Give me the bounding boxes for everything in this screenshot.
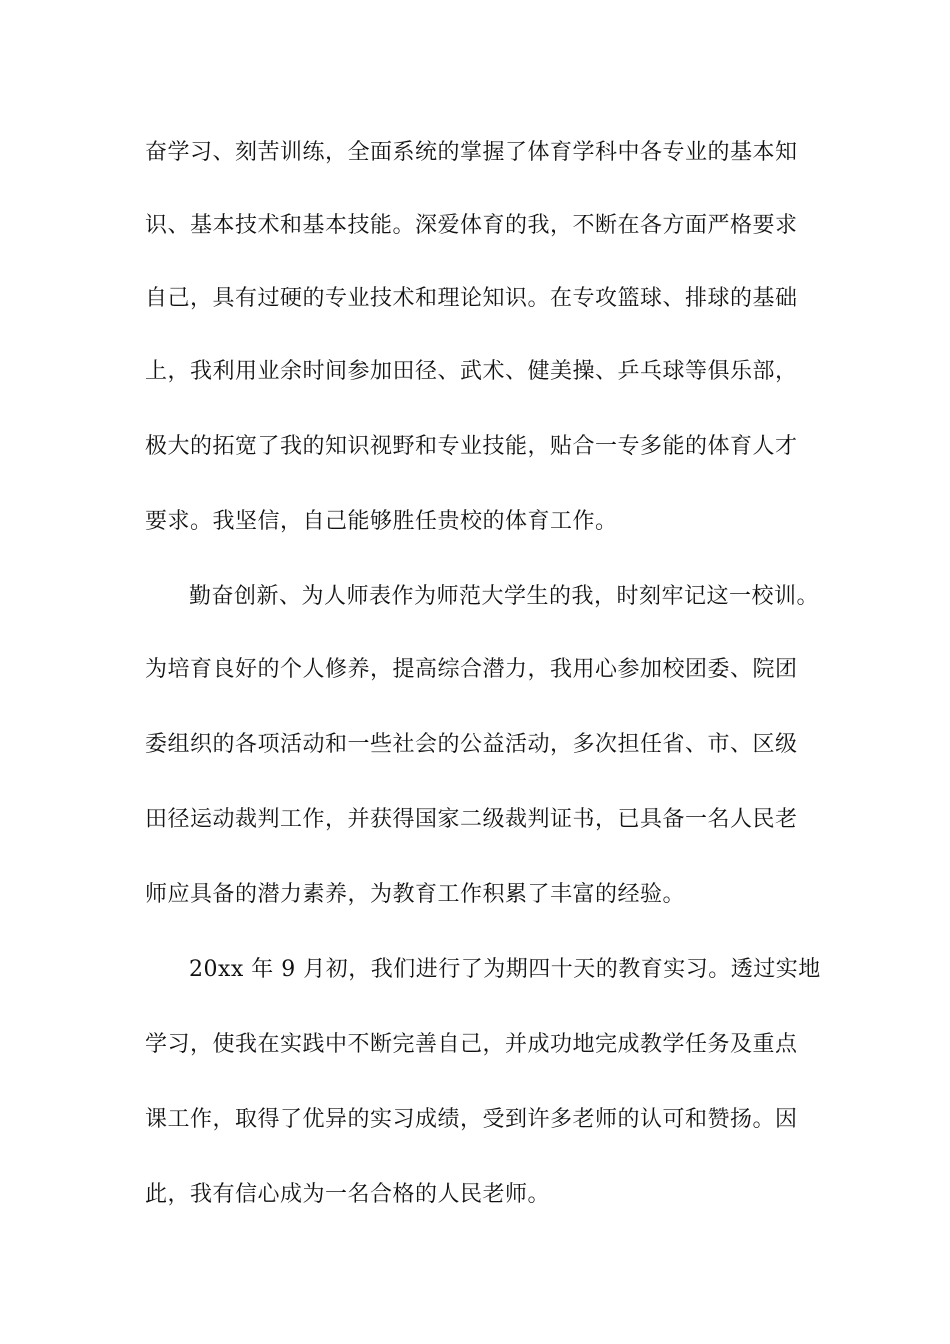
text-line: 为培育良好的个人修养，提高综合潜力，我用心参加校团委、院团 — [145, 657, 798, 682]
text-line: 识、基本技术和基本技能。深爱体育的我，不断在各方面严格要求 — [145, 213, 798, 238]
text-line: 田径运动裁判工作，并获得国家二级裁判证书，已具备一名人民老 — [145, 807, 798, 832]
text-line: 要求。我坚信，自己能够胜任贵校的体育工作。 — [145, 509, 618, 534]
text-line: 课工作，取得了优异的实习成绩，受到许多老师的认可和赞扬。因 — [145, 1107, 798, 1132]
text-line: 极大的拓宽了我的知识视野和专业技能，贴合一专多能的体育人才 — [145, 434, 798, 459]
text-line: 师应具备的潜力素养，为教育工作积累了丰富的经验。 — [145, 882, 686, 907]
text-line: 此，我有信心成为一名合格的人民老师。 — [145, 1182, 551, 1207]
text-line: 奋学习、刻苦训练，全面系统的掌握了体育学科中各专业的基本知 — [145, 140, 798, 165]
paragraph-start-line: 勤奋创新、为人师表作为师范大学生的我，时刻牢记这一校训。 — [189, 584, 820, 609]
text-line: 自己，具有过硬的专业技术和理论知识。在专攻篮球、排球的基础 — [145, 286, 798, 311]
paragraph-start-line: 20xx 年 9 月初，我们进行了为期四十天的教育实习。透过实地 — [189, 957, 821, 982]
text-line: 学习，使我在实践中不断完善自己，并成功地完成教学任务及重点 — [145, 1032, 798, 1057]
text-line: 委组织的各项活动和一些社会的公益活动，多次担任省、市、区级 — [145, 732, 798, 757]
text-line: 上，我利用业余时间参加田径、武术、健美操、乒乓球等俱乐部， — [145, 359, 798, 384]
